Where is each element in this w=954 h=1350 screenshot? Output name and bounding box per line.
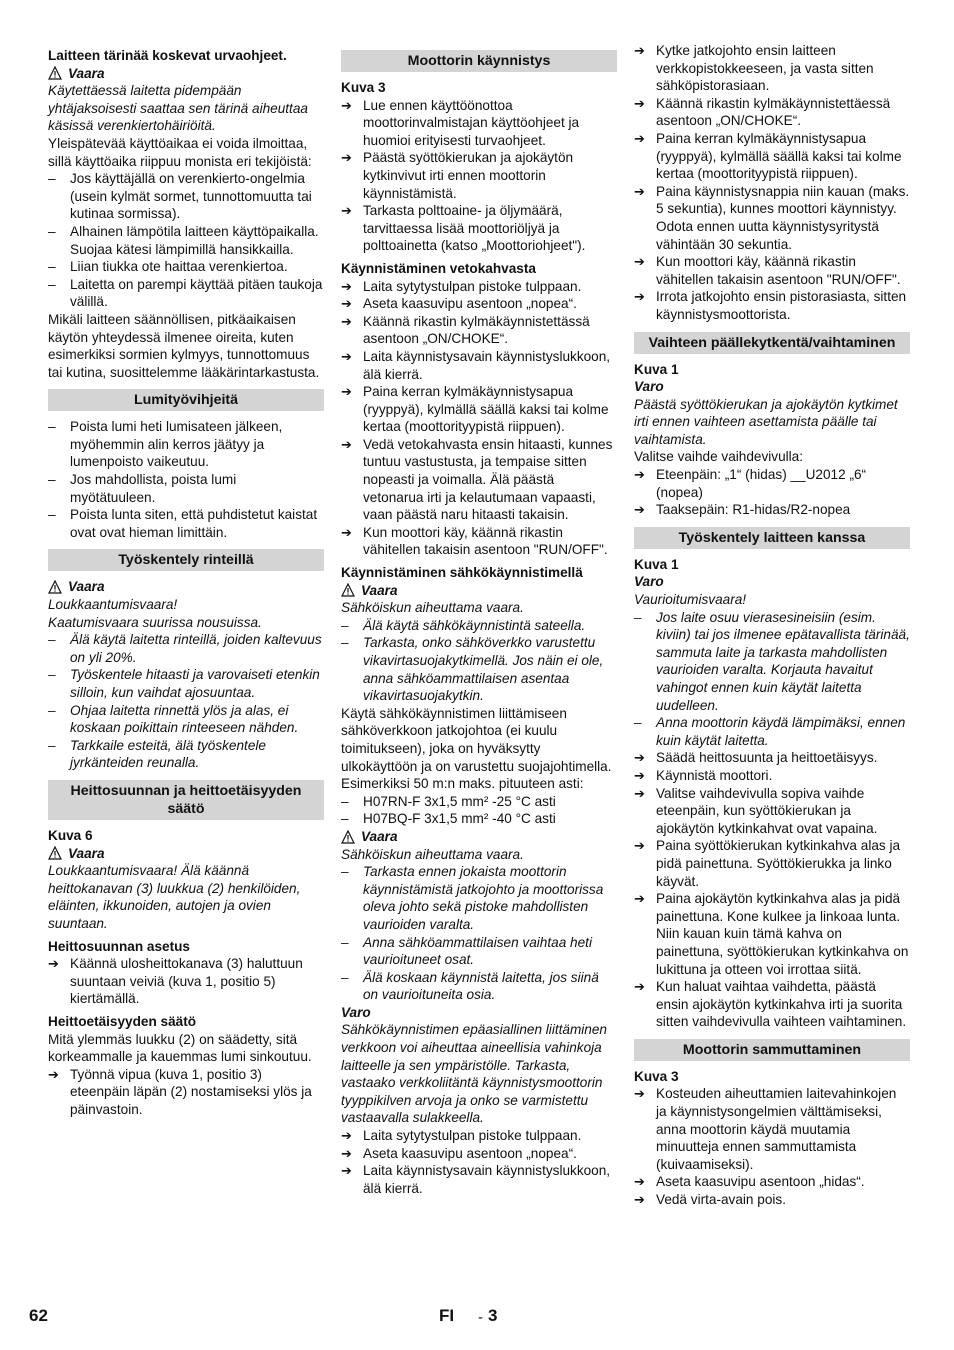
instruction-step (634, 466, 910, 501)
arrow-right-icon: ➔ (634, 502, 645, 518)
instruction-step (341, 436, 617, 524)
paragraph: Esimerkiksi 50 m:n maks. pituuteen asti: (341, 776, 584, 792)
bullet-item (341, 969, 617, 1004)
instruction-step (634, 749, 910, 767)
instruction-step (634, 42, 910, 95)
instruction-step (341, 295, 617, 313)
section-heading: Heittosuunnan ja heittoetäisyyden säätö (48, 780, 324, 820)
dash-marker: – (341, 617, 349, 633)
dash-marker: – (341, 969, 349, 985)
dash-marker: – (341, 811, 349, 827)
instruction-step (634, 501, 910, 519)
warning-triangle-icon (48, 846, 62, 860)
instruction-step (634, 253, 910, 288)
warning-triangle-icon (341, 830, 355, 844)
item-text: Anna sähköammattilaisen vaihtaa heti vaurioituneet osat. (363, 934, 592, 968)
item-text: Poista lunta siten, että puhdistetut kaistat ovat ovat hieman limittäin. (70, 507, 318, 540)
arrow-right-icon: ➔ (341, 524, 352, 540)
bullet-item (48, 170, 324, 223)
section-page-number: 3 (488, 1306, 498, 1325)
subheading: Kuva 1 (634, 361, 679, 377)
item-text: Paina ajokäytön kytkinkahva alas ja pidä painettuna. Kone kulkee ja linkoaa lunta. Niin kauan kuin tämä kahva on painettuna, syöttökierukan kytkinkahva on lukittuna ja otteen voi irrottaa siitä. (656, 891, 909, 977)
column-middle (341, 42, 617, 1197)
item-text: Taaksepäin: R1-hidas/R2-nopea (656, 502, 851, 518)
arrow-right-icon: ➔ (48, 1066, 59, 1082)
warning-text: Kaatumisvaara suurissa nousuissa. (48, 614, 262, 630)
item-text: Tarkasta, onko sähköverkko varustettu vikavirtasuojakytkimellä. Jos näin ei ole, anna sähköammattilaisen asentaa vikavirtasuojakytkin. (363, 635, 604, 704)
paragraph: Valitse vaihde vaihdevivulla: (634, 449, 804, 465)
warning-triangle-icon (48, 66, 62, 80)
warning-label (341, 582, 617, 600)
section-heading: Vaihteen päällekytkentä/vaihtaminen (634, 332, 910, 354)
item-text: Poista lumi heti lumisateen jälkeen, myöhemmin alin kerros jäätyy ja lumenpoisto vaikeutuu. (70, 419, 283, 470)
bullet-item (48, 631, 324, 666)
instruction-step (48, 1066, 324, 1119)
instruction-step (634, 95, 910, 130)
section-heading: Moottorin sammuttaminen (634, 1039, 910, 1061)
warning-text: Käytettäessä laitetta pidempään yhtäjaksoisesti saattaa sen tärinä aiheuttaa käsissä verenkiertohäiriöitä. (48, 83, 308, 134)
item-text: Jos mahdollista, poista lumi myötätuuleen. (70, 472, 237, 505)
arrow-right-icon: ➔ (341, 1145, 352, 1161)
item-text: Paina kerran kylmäkäynnistysapua (ryyppyä), kylmällä säällä kaksi tai kolme kertaa (moottorityypistä riippuen). (363, 384, 609, 435)
bullet-item (48, 702, 324, 737)
item-text: H07BQ-F 3x1,5 mm² -40 °C asti (363, 811, 556, 827)
instruction-step (341, 524, 617, 559)
item-text: Työnnä vipua (kuva 1, positio 3) eteenpäin läpän (2) nostamiseksi ylös ja päinvastoin. (70, 1066, 312, 1117)
arrow-right-icon: ➔ (634, 1174, 645, 1190)
item-text: Eteenpäin: „1“ (hidas) __U2012 „6“ (nopea) (656, 467, 867, 500)
item-text: Liian tiukka ote haittaa verenkiertoa. (70, 259, 288, 275)
bullet-item (48, 666, 324, 701)
warning-triangle-icon (48, 580, 62, 594)
instruction-step (634, 183, 910, 253)
dash-marker: – (48, 276, 56, 292)
subheading: Kuva 6 (48, 827, 93, 843)
bullet-item (48, 258, 324, 276)
warning-label-text: Vaara (68, 65, 105, 81)
item-text: Työskentele hitaasti ja varovaiseti etenkin silloin, kun vaihdat ajosuuntaa. (70, 667, 320, 700)
item-text: Käynnistä moottori. (656, 767, 773, 783)
bullet-item (341, 634, 617, 704)
warning-text: Vaurioitumisvaara! (634, 592, 747, 608)
language-code: FI (439, 1306, 455, 1325)
item-text: Älä käytä sähkökäynnistintä sateella. (363, 617, 586, 633)
bullet-item (48, 418, 324, 471)
dash-marker: – (634, 715, 642, 731)
instruction-step (634, 1173, 910, 1191)
arrow-right-icon: ➔ (634, 95, 645, 111)
arrow-right-icon: ➔ (341, 1163, 352, 1179)
warning-text: Loukkaantumisvaara! (48, 597, 178, 613)
instruction-step (341, 1145, 617, 1163)
arrow-right-icon: ➔ (341, 97, 352, 113)
instruction-step (341, 149, 617, 202)
arrow-right-icon: ➔ (634, 467, 645, 483)
arrow-right-icon: ➔ (341, 1128, 352, 1144)
item-text: Älä käytä laitetta rinteillä, joiden kaltevuus on yli 20%. (70, 632, 322, 665)
item-text: Lue ennen käyttöönottoa moottorinvalmistajan käyttöohjeet ja huomioi erityisesti turvaohjeet. (363, 97, 580, 148)
arrow-right-icon: ➔ (341, 348, 352, 364)
bullet-item (634, 714, 910, 749)
instruction-step (341, 313, 617, 348)
arrow-right-icon: ➔ (634, 254, 645, 270)
instruction-step (341, 1127, 617, 1145)
instruction-step (634, 890, 910, 978)
arrow-right-icon: ➔ (634, 183, 645, 199)
bullet-item (48, 471, 324, 506)
bullet-item (48, 506, 324, 541)
warning-label-text: Vaara (68, 845, 105, 861)
item-text: Käännä ulosheittokanava (3) haluttuun suuntaan veiviä (kuva 1, positio 5) kiertämällä. (70, 956, 303, 1007)
item-text: Säädä heittosuunta ja heittoetäisyys. (656, 750, 878, 766)
bullet-item (341, 793, 617, 811)
dash-marker: – (341, 635, 349, 651)
item-text: Paina syöttökierukan kytkinkahva alas ja pidä painettuna. Syöttökierukka ja linko käyvät. (656, 838, 901, 889)
dash-marker: – (48, 737, 56, 753)
dash-marker: – (48, 667, 56, 683)
instruction-step (634, 1085, 910, 1173)
item-text: Anna moottorin käydä lämpimäksi, ennen kuin käytät laitetta. (656, 715, 906, 748)
warning-text: Sähköiskun aiheuttama vaara. (341, 846, 524, 862)
item-text: Älä koskaan käynnistä laitetta, jos siinä on vaurioituneita osia. (363, 969, 599, 1003)
instruction-step (341, 278, 617, 296)
dash-marker: – (341, 934, 349, 950)
bullet-item (634, 609, 910, 715)
column-right (634, 42, 910, 1209)
arrow-right-icon: ➔ (341, 384, 352, 400)
item-text: Jos käyttäjällä on verenkierto-ongelmia (usein kylmät sormet, tunnottomuutta tai kutinaa sormissa). (70, 171, 312, 222)
warning-label (48, 845, 324, 863)
arrow-right-icon: ➔ (341, 313, 352, 329)
arrow-right-icon: ➔ (634, 979, 645, 995)
instruction-step (341, 97, 617, 150)
arrow-right-icon: ➔ (634, 891, 645, 907)
subheading: Heittoetäisyyden säätö (48, 1013, 197, 1029)
warning-text: Sähkökäynnistimen epäasiallinen liittäminen verkkoon voi aiheuttaa aineellisia vahinkoja laitteelle ja sen ympäristölle. Tarkasta, vastaako verkkoliitäntä käynnistysmoottorin tyyppikilven arvoja ja onko se varmistettu vastaavalla sulakkeella. (341, 1022, 607, 1126)
subheading: Heittosuunnan asetus (48, 938, 190, 954)
paragraph: Mitä ylemmäs luukku (2) on säädetty, sitä korkeammalle ja kauemmas lumi sinkoutuu. (48, 1031, 312, 1065)
item-text: Tarkasta polttoaine- ja öljymäärä, tarvittaessa lisää moottoriöljyä ja polttoainetta (katso „Moottoriohjeet"). (363, 203, 586, 254)
dash-marker: – (48, 507, 56, 523)
instruction-step (341, 348, 617, 383)
dash-marker: – (48, 702, 56, 718)
instruction-step (341, 1162, 617, 1197)
item-text: Vedä virta-avain pois. (656, 1192, 786, 1208)
bullet-item (341, 934, 617, 969)
item-text: Laita käynnistysavain käynnistyslukkoon, älä kierrä. (363, 1163, 611, 1196)
instruction-step (341, 383, 617, 436)
dash-marker: – (48, 419, 56, 435)
item-text: Alhainen lämpötila laitteen käyttöpaikalla. Suojaa kätesi lämpimillä hansikkailla. (70, 223, 319, 257)
instruction-step (634, 288, 910, 323)
paragraph: Yleispätevää käyttöaikaa ei voida ilmoittaa, sillä käyttöaika riippuu monista eri tekijöistä: (48, 135, 312, 169)
arrow-right-icon: ➔ (341, 278, 352, 294)
item-text: Kun moottori käy, käännä rikastin vähitellen takaisin asentoon "RUN/OFF". (363, 524, 608, 558)
item-text: Paina käynnistysnappia niin kauan (maks. 5 sekuntia), kunnes moottori käynnistyy. Odota ennen uutta käynnistysyritystä vähintään 30 sekuntia. (656, 183, 910, 252)
section-heading: Työskentely laitteen kanssa (634, 527, 910, 549)
item-text: Jos laite osuu vierasesineisiin (esim. kiviin) tai jos ilmenee epätavallista tärinää, sammuta laite ja tarkasta mahdollisten vaurioiden varalta. Korjauta havaitut vahingot ennen kuin käytät laitetta uudelleen. (656, 609, 910, 713)
bullet-item (48, 737, 324, 772)
instruction-step (634, 785, 910, 838)
item-text: Vedä vetokahvasta ensin hitaasti, kunnes tuntuu vastustusta, ja tempaise sitten nopeasti ja voimalla. Älä päästä vetonarua irti ja kelautumaan vapaasti, vaan päästä naru hitaasti takaisin. (363, 436, 613, 523)
instruction-step (634, 1191, 910, 1209)
item-text: H07RN-F 3x1,5 mm² -25 °C asti (363, 793, 556, 809)
paragraph: Mikäli laitteen säännöllisen, pitkäaikaisen käytön yhteydessä ilmenee oireita, kuten esimerkiksi sormien kylmyys, tunnottomuus tai kutina, suosittelemme lääkärintarkastusta. (48, 311, 320, 380)
arrow-right-icon: ➔ (341, 150, 352, 166)
arrow-right-icon: ➔ (634, 289, 645, 305)
item-text: Tarkkaile esteitä, älä työskentele jyrkänteiden reunalla. (70, 737, 266, 771)
item-text: Laita sytytystulpan pistoke tulppaan. (363, 278, 582, 294)
arrow-right-icon: ➔ (634, 785, 645, 801)
warning-triangle-icon (341, 583, 355, 597)
warning-label-text: Vaara (361, 582, 398, 598)
dash-marker: – (48, 472, 56, 488)
subheading: Laitteen tärinää koskevat urvaohjeet. (48, 48, 287, 63)
item-text: Aseta kaasuvipu asentoon „hidas“. (656, 1174, 865, 1190)
instruction-step (341, 202, 617, 255)
arrow-right-icon: ➔ (634, 767, 645, 783)
item-text: Aseta kaasuvipu asentoon „nopea“. (363, 296, 577, 312)
warning-text: Loukkaantumisvaara! Älä käännä heittokanavan (3) luukkua (2) henkilöiden, eläinten, ikkunoiden, autojen ja ovien suuntaan. (48, 863, 301, 931)
caution-label: Varo (634, 379, 664, 395)
bullet-item (341, 810, 617, 828)
item-text: Ohjaa laitetta rinnettä ylös ja alas, ei koskaan poikittain rinteeseen nähden. (70, 702, 299, 736)
subheading: Kuva 3 (341, 80, 386, 95)
warning-label-text: Vaara (361, 828, 398, 844)
arrow-right-icon: ➔ (341, 203, 352, 219)
instruction-step (634, 978, 910, 1031)
warning-text: Päästä syöttökierukan ja ajokäytön kytkimet irti ennen vaihteen asettamista päälle tai vaihtamista. (634, 396, 898, 447)
page-number: 62 (29, 1306, 48, 1325)
dash-marker: – (634, 609, 642, 625)
item-text: Kun haluat vaihtaa vaihdetta, päästä ensin ajokäytön kytkinkahva irti ja suorita sitten vaihdevivulla vaihteen vaihtaminen. (656, 979, 907, 1030)
item-text: Päästä syöttökierukan ja ajokäytön kytkinvivut irti ennen moottorin käynnistämistä. (363, 150, 574, 201)
bullet-item (341, 863, 617, 933)
footer-separator: - (478, 1309, 483, 1326)
arrow-right-icon: ➔ (634, 838, 645, 854)
bullet-item (341, 617, 617, 635)
warning-label (341, 828, 617, 846)
item-text: Tarkasta ennen jokaista moottorin käynnistämistä jatkojohto ja moottorissa oleva johto sekä pistoke mahdollisten vaurioiden varalta. (363, 864, 604, 932)
subheading: Käynnistäminen vetokahvasta (341, 260, 536, 276)
dash-marker: – (48, 259, 56, 275)
bullet-item (48, 223, 324, 258)
dash-marker: – (341, 793, 349, 809)
item-text: Käännä rikastin kylmäkäynnistettässä asentoon „ON/CHOKE“. (363, 313, 590, 347)
warning-text: Sähköiskun aiheuttama vaara. (341, 600, 524, 616)
warning-label (48, 578, 324, 596)
item-text: Käännä rikastin kylmäkäynnistettäessä asentoon „ON/CHOKE“. (656, 95, 891, 129)
dash-marker: – (48, 223, 56, 239)
arrow-right-icon: ➔ (48, 956, 59, 972)
arrow-right-icon: ➔ (634, 130, 645, 146)
warning-label-text: Vaara (68, 579, 105, 595)
warning-label (48, 65, 324, 83)
item-text: Aseta kaasuvipu asentoon „nopea“. (363, 1145, 577, 1161)
instruction-step (634, 837, 910, 890)
caution-label: Varo (634, 574, 664, 590)
subheading: Kuva 1 (634, 556, 679, 572)
section-heading: Työskentely rinteillä (48, 549, 324, 571)
arrow-right-icon: ➔ (341, 436, 352, 452)
item-text: Kun moottori käy, käännä rikastin vähitellen takaisin asentoon "RUN/OFF". (656, 254, 901, 287)
item-text: Kosteuden aiheuttamien laitevahinkojen ja käynnistysongelmien välttämiseksi, anna moottorin käydä muutamia minuutteja ennen sammuttamista (kuivaamiseksi). (656, 1086, 897, 1172)
dash-marker: – (48, 632, 56, 648)
instruction-step (634, 767, 910, 785)
subheading: Käynnistäminen sähkökäynnistimellä (341, 565, 583, 581)
bullet-item (48, 276, 324, 311)
item-text: Laitetta on parempi käyttää pitäen taukoja välillä. (70, 276, 323, 310)
item-text: Laita sytytystulpan pistoke tulppaan. (363, 1128, 582, 1144)
arrow-right-icon: ➔ (634, 1192, 645, 1208)
subheading: Kuva 3 (634, 1068, 679, 1084)
paragraph: Käytä sähkökäynnistimen liittämiseen sähköverkkoon jatkojohtoa (ei kuulu toimitukseen), joka on hyväksytty ulkokäyttöön ja on varustettu suojajohtimella. (341, 705, 612, 774)
item-text: Valitse vaihdevivulla sopiva vaihde eteenpäin, kun syöttökierukan ja ajokäytön kytkinkahvat ovat vapaina. (656, 785, 878, 836)
instruction-step (48, 955, 324, 1008)
dash-marker: – (341, 864, 349, 880)
caution-label: Varo (341, 1004, 371, 1020)
section-heading: Lumityövihjeitä (48, 389, 324, 411)
section-heading: Moottorin käynnistys (341, 50, 617, 72)
arrow-right-icon: ➔ (634, 43, 645, 58)
item-text: Kytke jatkojohto ensin laitteen verkkopistokkeeseen, ja vasta sitten sähköpistorasiaan. (656, 43, 874, 94)
column-left (48, 42, 324, 1118)
item-text: Irrota jatkojohto ensin pistorasiasta, sitten käynnistysmoottorista. (656, 289, 907, 322)
arrow-right-icon: ➔ (634, 1086, 645, 1102)
instruction-step (634, 130, 910, 183)
dash-marker: – (48, 171, 56, 187)
arrow-right-icon: ➔ (341, 296, 352, 312)
arrow-right-icon: ➔ (634, 750, 645, 766)
item-text: Paina kerran kylmäkäynnistysapua (ryyppyä), kylmällä säällä kaksi tai kolme kertaa (moottorityypistä riippuen). (656, 130, 902, 182)
item-text: Laita käynnistysavain käynnistyslukkoon, älä kierrä. (363, 348, 611, 382)
